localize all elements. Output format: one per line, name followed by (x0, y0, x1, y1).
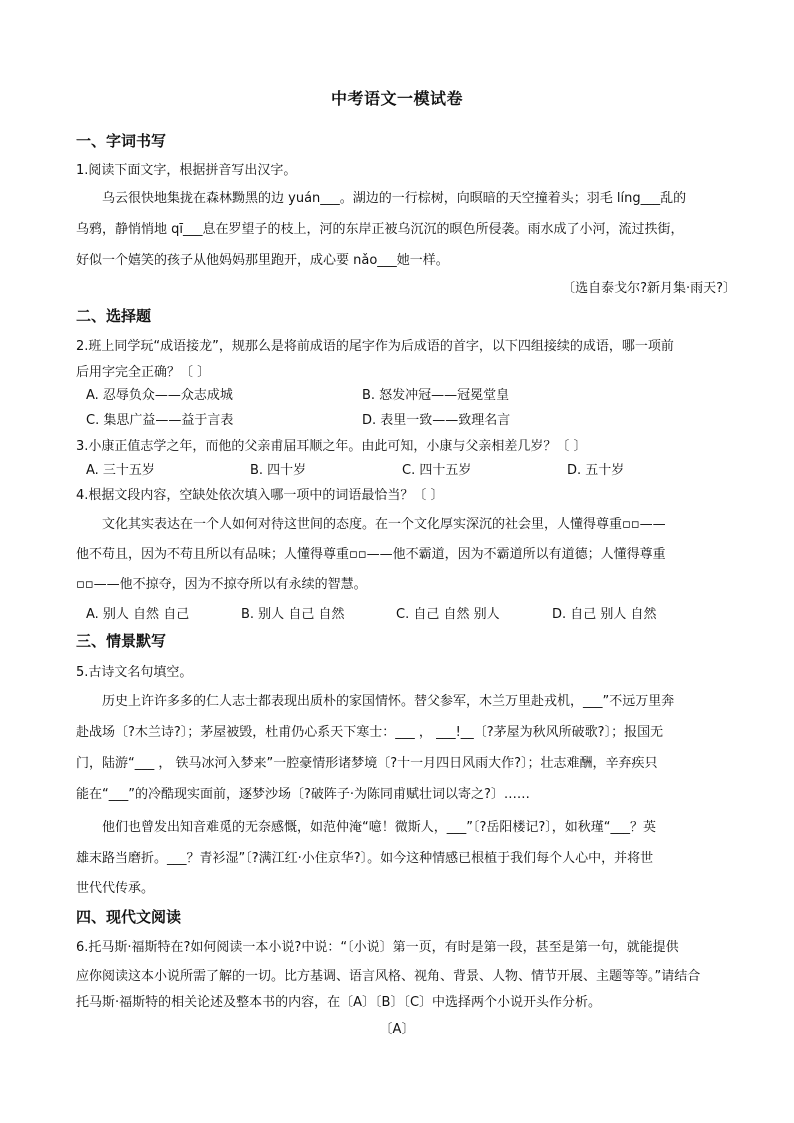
q1-paragraph-line-1: 乌云很快地集拢在森林黝黑的边 yuán___。湖边的一行棕树，向暝暗的天空撞着头；羽毛 líng___乱的 (102, 191, 687, 206)
section-heading-recitation: 三、情景默写 (76, 632, 167, 650)
section-heading-word-writing: 一、字词书写 (76, 132, 167, 150)
q4-options (86, 605, 726, 625)
q4-paragraph-line-1: 文化其实表达在一个人如何对待这世间的态度。在一个文化厚实深沉的社会里，人懂得尊重▫▫—— (102, 517, 666, 532)
q4-option-d[interactable]: D. 自己 别人 自然 (552, 607, 657, 622)
q3-stem: 3.小康正值志学之年，而他的父亲甫届耳顺之年。由此可知，小康与父亲相差几岁？〔 〕 (76, 439, 587, 454)
q6-part-a-label: 〔A〕 (379, 1022, 415, 1037)
q2-option-c[interactable]: C. 集思广益——益于言表 (86, 413, 234, 428)
q5-stem: 5.古诗文名句填空。 (76, 665, 193, 680)
q3-option-b[interactable]: B. 四十岁 (250, 463, 307, 478)
q4-paragraph-line-2: 他不苟且，因为不苟且所以有品味；人懂得尊重▫▫——他不霸道，因为不霸道所以有道德；人懂得尊重 (76, 547, 666, 562)
section-heading-modern-reading: 四、现代文阅读 (76, 908, 182, 926)
q5-paragraph-line-2: 赴战场〔?木兰诗?〕；茅屋被毁，杜甫仍心系天下寒士：___ ， ___!__〔?茅屋为秋风所破歌?〕；报国无 (76, 725, 664, 740)
q4-option-a[interactable]: A. 别人 自然 自己 (86, 607, 190, 622)
q2-option-d[interactable]: D. 表里一致——致理名言 (362, 413, 511, 428)
q4-paragraph-line-3: ▫▫——他不掠夺，因为不掠夺所以有永续的智慧。 (76, 577, 367, 592)
q2-stem-line-1: 2.班上同学玩“成语接龙”，规那么是将前成语的尾字作为后成语的首字，以下四组接续的成语，哪一项前 (76, 339, 674, 354)
q3-option-a[interactable]: A. 三十五岁 (86, 463, 155, 478)
section-heading-choice: 二、选择题 (76, 307, 152, 325)
q2-options-row-2 (86, 411, 726, 431)
q6-paragraph-line-2: 应你阅读这本小说所需了解的一切。比方基调、语言风格、视角、背景、人物、情节开展、主题等等。”请结合 (76, 969, 701, 984)
page-title: 中考语文一模试卷 (330, 89, 463, 108)
q5-paragraph-line-4: 能在“___”的冷酷现实面前，逐梦沙场〔?破阵子·为陈同甫赋壮词以寄之?〕…… (76, 787, 530, 802)
q4-option-b[interactable]: B. 别人 自己 自然 (241, 607, 345, 622)
q1-stem: 1.阅读下面文字，根据拼音写出汉字。 (76, 163, 297, 178)
q2-stem-line-2: 后用字完全正确？〔 〕 (76, 365, 211, 380)
q4-option-c[interactable]: C. 自己 自然 别人 (396, 607, 500, 622)
q6-paragraph-line-1: 6.托马斯·福斯特在?如何阅读一本小说?中说：“〔小说〕第一页，有时是第一段，甚至是第一句，就能提供 (76, 940, 679, 955)
q5-paragraph-line-6: 雄末路当磨折。___？青衫湿”〔?满江红·小住京华?〕。如今这种情感已根植于我们每个人心中，并将世 (76, 851, 654, 866)
q5-paragraph-line-7: 世代代传承。 (76, 881, 155, 896)
q1-paragraph-line-3: 好似一个嬉笑的孩子从他妈妈那里跑开，成心要 nǎo___她一样。 (76, 253, 449, 268)
q2-option-b[interactable]: B. 怒发冲冠——冠冕堂皇 (362, 388, 510, 403)
q2-options-row-1 (86, 386, 726, 406)
q3-option-c[interactable]: C. 四十五岁 (402, 463, 472, 478)
q4-stem: 4.根据文段内容，空缺处依次填入哪一项中的词语最恰当？〔 〕 (76, 488, 444, 503)
q2-option-a[interactable]: A. 忍辱负众——众志成城 (86, 388, 233, 403)
q1-source: 〔选自泰戈尔?新月集·雨天?〕 (562, 281, 736, 296)
q3-options (86, 461, 726, 481)
q1-paragraph-line-2: 乌鸦，静悄悄地 qī___息在罗望子的枝上，河的东岸正被乌沉沉的暝色所侵袭。雨水成了小河，流过抶街， (76, 222, 684, 237)
q6-paragraph-line-3: 托马斯·福斯特的相关论述及整本书的内容，在〔A〕〔B〕〔C〕中选择两个小说开头作分析。 (76, 995, 602, 1010)
q5-paragraph-line-3: 门，陆游“___ ， 铁马冰河入梦来”一腔豪情形诸梦境〔?十一月四日风雨大作?〕；壮志难酬，辛弃疾只 (76, 756, 658, 771)
q3-option-d[interactable]: D. 五十岁 (567, 463, 625, 478)
q5-paragraph-line-5: 他们也曾发出知音难觅的无奈感慨，如范仲淹“噫！微斯人，___”〔?岳阳楼记?〕，如秋瑾“___？英 (102, 820, 657, 835)
q5-paragraph-line-1: 历史上许许多多的仁人志士都表现出质朴的家国情怀。替父参军，木兰万里赴戎机，___”不远万里奔 (102, 694, 675, 709)
